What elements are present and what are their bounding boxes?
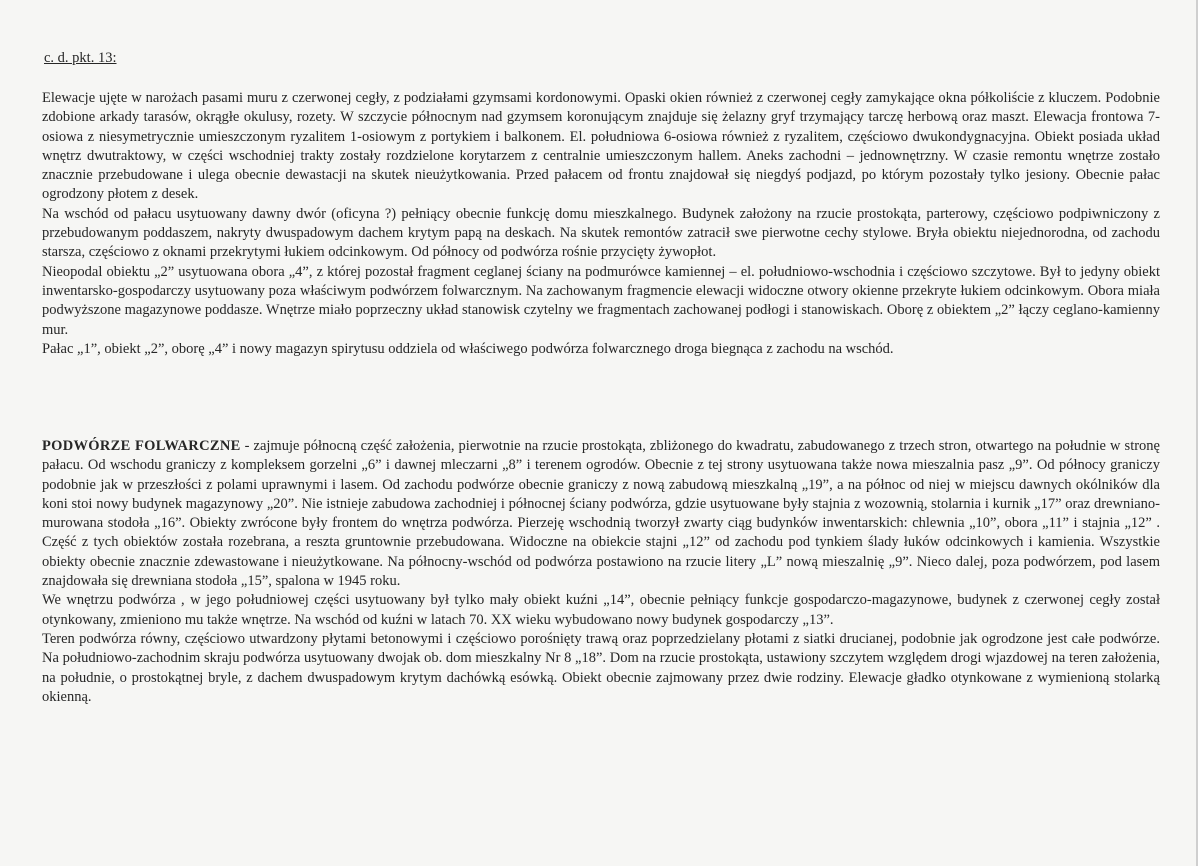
paragraph: Teren podwórza równy, częściowo utwardzony płytami betonowymi i częściowo porośnięty trawą oraz poprzedzielany płotami z siatki drucianej, podobnie jak ogrodzone jest całe podwórze. Na południowo-zachodnim skraju podwórza usytuowany dwojak ob. dom mieszkalny Nr 8 „18”. Dom na rzucie prostokąta, ustawiony szczytem względem drogi wjazdowej na teren założenia, na południe, o prostokątnej bryle, z dachem dwuspadowym krytym dachówką esówką. Obiekt obecnie zajmowany przez dwie rodziny. Elewacje gładko otynkowane z wymienioną stolarką okienną. [42,630,1160,705]
paragraph: Elewacje ujęte w narożach pasami muru z czerwonej cegły, z podziałami gzymsami kordonowymi. Opaski okien również z czerwonej cegły zamykające okna półkoliście z kluczem. Podobnie zdobione arkady tarasów, okrągłe okulusy, rozety. W szczycie północnym nad gzymsem koronującym znajduje się żelazny gryf trzymający tarczę herbową oraz maszt. Elewacja frontowa 7-osiowa z niesymetrycznie umieszczonym ryzalitem 1-osiowym z portykiem i balkonem. El. południowa 6-osiowa również z ryzalitem, częściowo dwukondygnacyjna. Obiekt posiada układ wnętrz dwutraktowy, w części wschodniej trakty zostały rozdzielone korytarzem z centralnie umieszczonym hallem. Aneks zachodni – jednownętrzny. W czasie remontu wnętrze zostało znacznie przebudowane i ulega obecnie dewastacji na skutek nieużytkowania. Przed pałacem od frontu znajdował się niegdyś podjazd, po którym pozostały tylko jesiony. Obecnie pałac ogrodzony płotem z desek. [42,90,1160,203]
paragraph: We wnętrzu podwórza , w jego południowej części usytuowany był tylko mały obiekt kuźni „14”, obecnie pełniący funkcje gospodarczo-magazynowe, budynek z czerwonej cegły został otynkowany, zmieniono mu także wnętrze. Na wschód od kuźni w latach 70. XX wieku wybudowano nowy budynek gospodarczy „13”. [42,592,1160,628]
paragraph: Nieopodal obiektu „2” usytuowana obora „4”, z której pozostał fragment ceglanej ściany na podmurówce kamiennej – el. południowo-wschodnia i częściowo szczytowe. Był to jedyny obiekt inwentarsko-gospodarczy usytuowany poza właściwym podwórzem folwarcznym. Na zachowanym fragmencie elewacji widoczne otwory okienne przekryte łukiem odcinkowym. Obora miała podwyższone magazynowe poddasze. Wnętrze miało poprzeczny układ stanowisk czytelny we fragmentach zachowanej podłogi i stanowiskach. Oborę z obiektem „2” łączy ceglano-kamienny mur. [42,263,1160,338]
text-block-farmyard [42,437,1160,707]
paragraph [42,437,1160,591]
paragraph: Na wschód od pałacu usytuowany dawny dwór (oficyna ?) pełniący obecnie funkcję domu mieszkalnego. Budynek założony na rzucie prostokąta, parterowy, częściowo podpiwniczony z przebudowanym poddaszem, nakryty dwuspadowym dachem krytym papą na deskach. Na skutek remontów zatracił swe pierwotne cechy stylowe. Bryła obiektu niejednorodna, od zachodu starsza, częściowo z oknami przekrytymi łukiem odcinkowym. Od północy od podwórza rośnie przycięty żywopłot. [42,205,1160,261]
paragraph-text: - zajmuje północną część założenia, pierwotnie na rzucie prostokąta, zbliżonego do kwadratu, zabudowanego z trzech stron, otwartego na południe w stronę pałacu. Od wschodu graniczy z kompleksem gorzelni „6” i dawnej mleczarni „8” i terenem ogrodów. Obecnie z tej strony usytuowana także nowa mieszalnia pasz „9”. Od północy graniczy podobnie jak w przeszłości z polami uprawnymi i lasem. Od zachodu podwórze obecnie graniczy z nową zabudową mieszkalną „19”, a na północ od niej w miejscu dawnych okólników dla koni stoi nowy budynek magazynowy „20”. Nie istnieje zabudowa zachodniej i północnej ściany podwórza, gdzie usytuowane były stajnia z wozownią, stolarnia i kurnik „17” oraz drewniano-murowana stodoła „16”. Obiekty zwrócone były frontem do wnętrza podwórza. Pierzeję wschodnią tworzył zwarty ciąg budynków inwentarskich: chlewnia „10”, obora „11” i stajnia „12” . Część z tych obiektów została rozebrana, a reszta gruntownie przebudowana. Widoczne na obiekcie stajni „12” od zachodu pod tynkiem ślady łuków odcinkowych i kamienia. Wszystkie obiekty obecnie znacznie zdewastowane i nieużytkowane. Na północny-wschód od podwórza postawiono na rzucie litery „L” nową mieszalnię „9”. Nieco dalej, poza podwórzem, pod lasem znajdowała się drewniana stodoła „15”, spalona w 1945 roku. [42,438,1160,590]
page-heading: c. d. pkt. 13: [44,50,117,66]
section-title: PODWÓRZE FOLWARCZNE [42,438,241,454]
text-block-palace [42,89,1160,359]
paragraph: Pałac „1”, obiekt „2”, oborę „4” i nowy magazyn spirytusu oddziela od właściwego podwórza folwarcznego droga biegnąca z zachodu na wschód. [42,340,894,357]
